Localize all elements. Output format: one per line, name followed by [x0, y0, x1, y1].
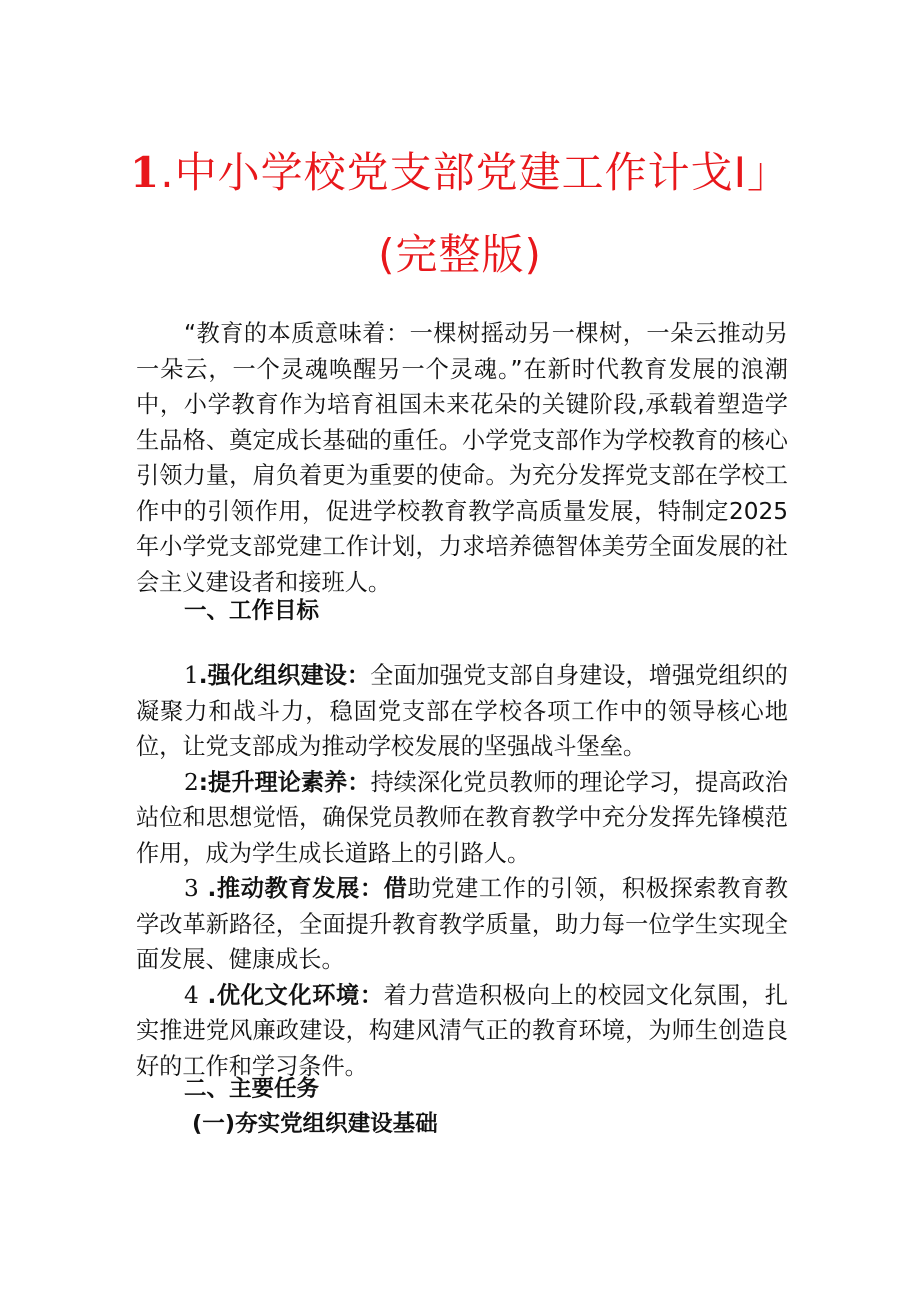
goal-number: 4 [184, 981, 199, 1009]
goal-number: 2 [184, 768, 199, 796]
document-title-line1 [0, 140, 920, 200]
section-heading-main-tasks: 二、主要任务 [184, 1076, 320, 1102]
title-number: 1 [130, 148, 161, 197]
goal-item [136, 658, 788, 765]
goal-item [136, 871, 788, 978]
goal-lead: :提升理论素养： [198, 768, 371, 796]
goal-number: 3 [184, 875, 199, 902]
goal-lead: .优化文化环境： [198, 981, 384, 1009]
goal-item [136, 978, 788, 1085]
section-heading-work-goals: 一、工作目标 [184, 598, 320, 624]
document-title-line2: (完整版) [378, 230, 542, 279]
goal-lead: .强化组织建设： [198, 662, 371, 689]
goal-lead: .推动教育发展：借 [198, 875, 408, 902]
goals-list [136, 658, 788, 1084]
goal-text: 助党建工作的引领，积极探索教育教学改革新路径，全面提升教育教学质量，助力每一位学生实现全面发展、健康成长。 [136, 875, 788, 973]
intro-section [136, 316, 788, 600]
goal-text: 着力营造积极向上的校园文化氛围，扎实推进党风廉政建设，构建风清气正的教育环境，为师生创造良好的工作和学习条件。 [136, 981, 788, 1080]
goal-text: 全面加强党支部自身建设，增强党组织的凝聚力和战斗力，稳固党支部在学校各项工作中的领导核心地位，让党支部成为推动学校发展的坚强战斗堡垒。 [136, 662, 788, 760]
subsection-heading: (一)夯实党组织建设基础 [192, 1111, 438, 1137]
goal-number: 1 [184, 662, 199, 689]
goal-item [136, 765, 788, 872]
goal-text: 持续深化党员教师的理论学习，提高政治站位和思想觉悟，确保党员教师在教育教学中充分发挥先锋模范作用，成为学生成长道路上的引路人。 [136, 768, 788, 867]
intro-paragraph: “教育的本质意味着：一棵树摇动另一棵树，一朵云推动另一朵云，一个灵魂唤醒另一个灵魂。”在新时代教育发展的浪潮中，小学教育作为培育祖国未来花朵的关键阶段,承载着塑造学生品格、奠定成长基础的重任。小学党支部作为学校教育的核心引领力量，肩负着更为重要的使命。为充分发挥党支部在学校工作中的引领作用，促进学校教育教学高质量发展，特制定2025年小学党支部党建工作计划，力求培养德智体美劳全面发展的社会主义建设者和接班人。 [136, 320, 788, 596]
title-text: .中小学校党支部党建工作计戈I」 [160, 148, 790, 197]
